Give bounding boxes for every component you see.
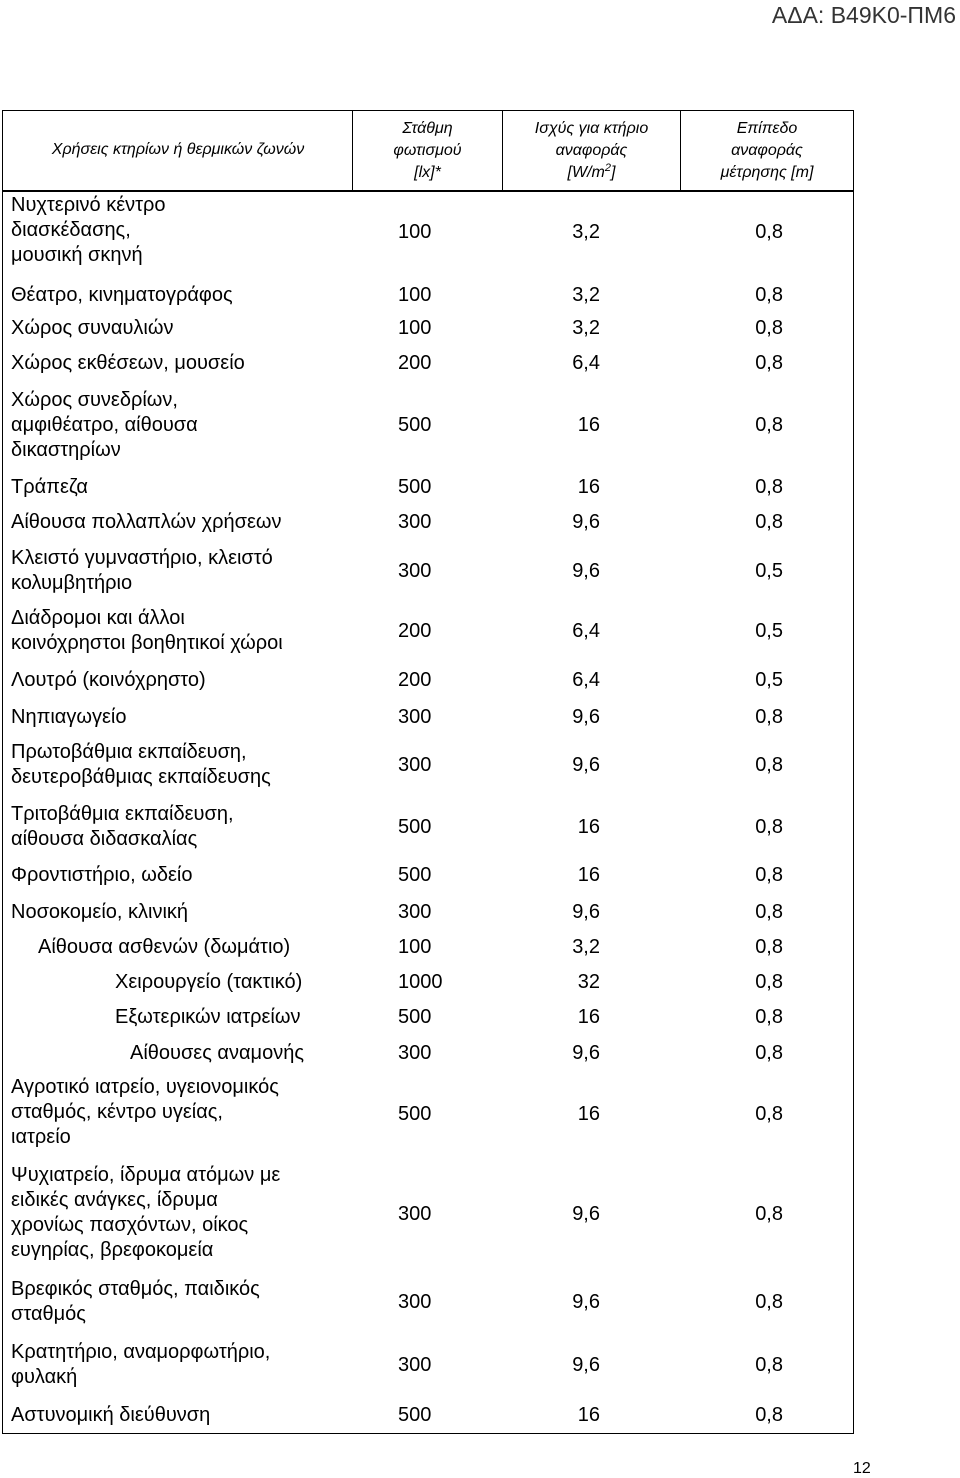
usage-name-line: Βρεφικός σταθμός, παιδικός xyxy=(11,1278,260,1300)
power-value: 3,2 xyxy=(572,221,600,243)
power-value: 9,6 xyxy=(572,560,600,582)
power-value: 9,6 xyxy=(572,511,600,533)
unit-text: [W/m xyxy=(567,164,605,181)
level-value: 0,8 xyxy=(755,754,783,776)
power-value: 9,6 xyxy=(572,1354,600,1376)
usage-name xyxy=(115,1005,300,1030)
table-row xyxy=(0,1277,860,1327)
usage-name xyxy=(11,1403,210,1428)
power-value: 6,4 xyxy=(572,352,600,374)
lux-value: 100 xyxy=(398,221,432,243)
level-value: 0,8 xyxy=(755,1006,783,1028)
power-value: 16 xyxy=(577,414,600,436)
usage-name xyxy=(11,740,271,790)
lux-value: 200 xyxy=(398,669,432,691)
usage-name-line: φυλακή xyxy=(11,1366,78,1388)
level-value: 0,8 xyxy=(755,414,783,436)
level-value: 0,8 xyxy=(755,284,783,306)
usage-name-line: Αίθουσα πολλαπλών χρήσεων xyxy=(11,511,282,533)
level-value: 0,8 xyxy=(755,511,783,533)
unit-bracket: ] xyxy=(611,164,616,181)
usage-name xyxy=(11,475,88,500)
table-row xyxy=(0,475,860,500)
usage-name xyxy=(11,510,282,535)
document-code: ΑΔΑ: Β49Κ0-ΠΜ6 xyxy=(771,2,956,28)
level-value: 0,8 xyxy=(755,706,783,728)
table-row xyxy=(0,283,860,308)
table-row xyxy=(0,606,860,656)
power-value: 16 xyxy=(577,816,600,838)
table-row xyxy=(0,546,860,596)
table-row xyxy=(0,970,860,995)
table-row xyxy=(0,316,860,341)
header-power-line: Ισχύς για κτήριο xyxy=(534,120,649,137)
level-value: 0,8 xyxy=(755,221,783,243)
usage-name xyxy=(11,1075,279,1150)
level-value: 0,8 xyxy=(755,476,783,498)
header-lux-line: Στάθμη xyxy=(402,120,453,137)
table-row xyxy=(0,802,860,852)
usage-name-line: Εξωτερικών ιατρείων xyxy=(115,1006,301,1028)
usage-name-line: Αστυνομική διεύθυνση xyxy=(11,1404,211,1426)
power-value: 6,4 xyxy=(572,620,600,642)
usage-name-line: Διάδρομοι και άλλοι xyxy=(11,607,185,629)
lux-value: 100 xyxy=(398,284,432,306)
table-row xyxy=(0,510,860,535)
usage-name-line: Θέατρο, κινηματογράφος xyxy=(11,284,233,306)
lux-value: 300 xyxy=(398,1042,432,1064)
usage-name-line: Αίθουσα ασθενών (δωμάτιο) xyxy=(38,936,291,958)
usage-name-line: Τράπεζα xyxy=(11,476,88,498)
table-row xyxy=(0,1041,860,1066)
header-usage-text: Χρήσεις κτηρίων ή θερμικών ζωνών xyxy=(51,141,305,158)
usage-name xyxy=(11,900,188,925)
level-value: 0,8 xyxy=(755,864,783,886)
usage-name-line: Πρωτοβάθμια εκπαίδευση, xyxy=(11,741,247,763)
power-value: 3,2 xyxy=(572,284,600,306)
lux-value: 300 xyxy=(398,560,432,582)
level-value: 0,5 xyxy=(755,560,783,582)
level-value: 0,8 xyxy=(755,1042,783,1064)
header-usage xyxy=(4,139,352,161)
table-row xyxy=(0,668,860,693)
usage-name xyxy=(11,668,206,693)
usage-name-line: Αίθουσες αναμονής xyxy=(130,1042,304,1064)
lux-value: 300 xyxy=(398,1291,432,1313)
usage-name xyxy=(11,193,166,268)
usage-name-line: ιατρείο xyxy=(11,1126,71,1148)
header-divider xyxy=(2,190,854,192)
lux-value: 300 xyxy=(398,754,432,776)
table-row xyxy=(0,935,860,960)
level-value: 0,8 xyxy=(755,936,783,958)
page-number: 12 xyxy=(853,1460,871,1477)
usage-name-line: Νυχτερινό κέντρο xyxy=(11,194,166,216)
lux-value: 500 xyxy=(398,816,432,838)
usage-name-line: κολυμβητήριο xyxy=(11,572,133,594)
usage-name-line: διασκέδασης, xyxy=(11,219,131,241)
power-value: 9,6 xyxy=(572,901,600,923)
usage-name xyxy=(11,388,198,463)
usage-name-line: μουσική σκηνή xyxy=(11,244,143,266)
usage-name xyxy=(115,970,302,995)
table-row xyxy=(0,1005,860,1030)
table-row xyxy=(0,863,860,888)
header-lux xyxy=(353,118,502,184)
power-value: 9,6 xyxy=(572,706,600,728)
level-value: 0,5 xyxy=(755,669,783,691)
header-level-line: μέτρησης [m] xyxy=(720,164,814,181)
usage-name-line: ευγηρίας, βρεφοκομεία xyxy=(11,1239,214,1261)
lux-value: 100 xyxy=(398,936,432,958)
power-value: 9,6 xyxy=(572,1203,600,1225)
usage-name xyxy=(38,935,290,960)
power-value: 6,4 xyxy=(572,669,600,691)
usage-name xyxy=(11,546,273,596)
usage-name-line: Χώρος συναυλιών xyxy=(11,317,174,339)
header-lux-line: φωτισμού xyxy=(393,142,462,159)
lux-value: 300 xyxy=(398,901,432,923)
lux-value: 300 xyxy=(398,706,432,728)
header-power-unit xyxy=(503,162,680,184)
power-value: 3,2 xyxy=(572,936,600,958)
table-row xyxy=(0,740,860,790)
usage-name xyxy=(11,705,126,730)
power-value: 16 xyxy=(577,476,600,498)
table-row xyxy=(0,1075,860,1153)
power-value: 16 xyxy=(577,1006,600,1028)
level-value: 0,8 xyxy=(755,1404,783,1426)
header-lux-line: [lx]* xyxy=(414,164,441,181)
unit-superscript: 2 xyxy=(604,162,611,174)
usage-name-line: Χειρουργείο (τακτικό) xyxy=(115,971,303,993)
header-power-line: αναφοράς xyxy=(555,142,628,159)
lux-value: 200 xyxy=(398,620,432,642)
header-power xyxy=(503,118,680,184)
table-row xyxy=(0,388,860,463)
usage-name xyxy=(11,1277,260,1327)
power-value: 3,2 xyxy=(572,317,600,339)
usage-name-line: Ψυχιατρείο, ίδρυμα ατόμων με xyxy=(11,1164,281,1186)
table-row xyxy=(0,193,860,271)
level-value: 0,8 xyxy=(755,816,783,838)
usage-name-line: Νηπιαγωγείο xyxy=(11,706,127,728)
usage-name-line: χρονίως πασχόντων, οίκος xyxy=(11,1214,249,1236)
usage-name-line: Κλειστό γυμναστήριο, κλειστό xyxy=(11,547,273,569)
lux-value: 100 xyxy=(398,317,432,339)
level-value: 0,8 xyxy=(755,1103,783,1125)
usage-name xyxy=(11,351,245,376)
table-row xyxy=(0,1163,860,1266)
power-value: 9,6 xyxy=(572,1291,600,1313)
usage-name xyxy=(11,802,234,852)
usage-name-line: σταθμός, κέντρο υγείας, xyxy=(11,1101,223,1123)
header-level-line: αναφοράς xyxy=(731,142,803,159)
table-row xyxy=(0,705,860,730)
usage-name-line: σταθμός xyxy=(11,1303,86,1325)
lux-value: 500 xyxy=(398,1103,432,1125)
usage-name-line: Τριτοβάθμια εκπαίδευση, xyxy=(11,803,234,825)
lux-value: 200 xyxy=(398,352,432,374)
usage-name-line: κοινόχρηστοι βοηθητικοί χώροι xyxy=(11,632,283,654)
usage-name-line: αίθουσα διδασκαλίας xyxy=(11,828,198,850)
usage-name xyxy=(11,283,233,308)
usage-name-line: αμφιθέατρο, αίθουσα xyxy=(11,414,198,436)
usage-name xyxy=(130,1041,304,1066)
power-value: 16 xyxy=(577,1404,600,1426)
lux-value: 500 xyxy=(398,864,432,886)
usage-name xyxy=(11,606,283,656)
power-value: 32 xyxy=(577,971,600,993)
usage-name-line: ειδικές ανάγκες, ίδρυμα xyxy=(11,1189,218,1211)
usage-name xyxy=(11,1340,270,1390)
usage-name-line: Λουτρό (κοινόχρηστο) xyxy=(11,669,206,691)
table-row xyxy=(0,351,860,376)
lux-value: 1000 xyxy=(398,971,443,993)
header-level xyxy=(681,118,853,184)
lux-value: 300 xyxy=(398,511,432,533)
power-value: 9,6 xyxy=(572,754,600,776)
usage-name-line: Φροντιστήριο, ωδείο xyxy=(11,864,193,886)
level-value: 0,8 xyxy=(755,971,783,993)
usage-name-line: δευτεροβάθμιας εκπαίδευσης xyxy=(11,766,271,788)
power-value: 16 xyxy=(577,864,600,886)
usage-name-line: Αγροτικό ιατρείο, υγειονομικός xyxy=(11,1076,279,1098)
level-value: 0,8 xyxy=(755,1354,783,1376)
level-value: 0,8 xyxy=(755,1203,783,1225)
lux-value: 500 xyxy=(398,1006,432,1028)
lux-value: 300 xyxy=(398,1354,432,1376)
level-value: 0,8 xyxy=(755,317,783,339)
level-value: 0,8 xyxy=(755,901,783,923)
power-value: 16 xyxy=(577,1103,600,1125)
usage-name-line: Χώρος εκθέσεων, μουσείο xyxy=(11,352,245,374)
lux-value: 500 xyxy=(398,414,432,436)
lux-value: 300 xyxy=(398,1203,432,1225)
usage-name xyxy=(11,1163,280,1263)
table-row xyxy=(0,900,860,925)
level-value: 0,8 xyxy=(755,352,783,374)
level-value: 0,5 xyxy=(755,620,783,642)
usage-name-line: Χώρος συνεδρίων, xyxy=(11,389,178,411)
usage-name-line: Νοσοκομείο, κλινική xyxy=(11,901,189,923)
header-level-line: Επίπεδο xyxy=(736,120,798,137)
power-value: 9,6 xyxy=(572,1042,600,1064)
lux-value: 500 xyxy=(398,1404,432,1426)
usage-name-line: Κρατητήριο, αναμορφωτήριο, xyxy=(11,1341,271,1363)
table-row xyxy=(0,1340,860,1390)
usage-name xyxy=(11,863,192,888)
usage-name-line: δικαστηρίων xyxy=(11,439,121,461)
table-row xyxy=(0,1403,860,1428)
level-value: 0,8 xyxy=(755,1291,783,1313)
usage-name xyxy=(11,316,174,341)
lux-value: 500 xyxy=(398,476,432,498)
